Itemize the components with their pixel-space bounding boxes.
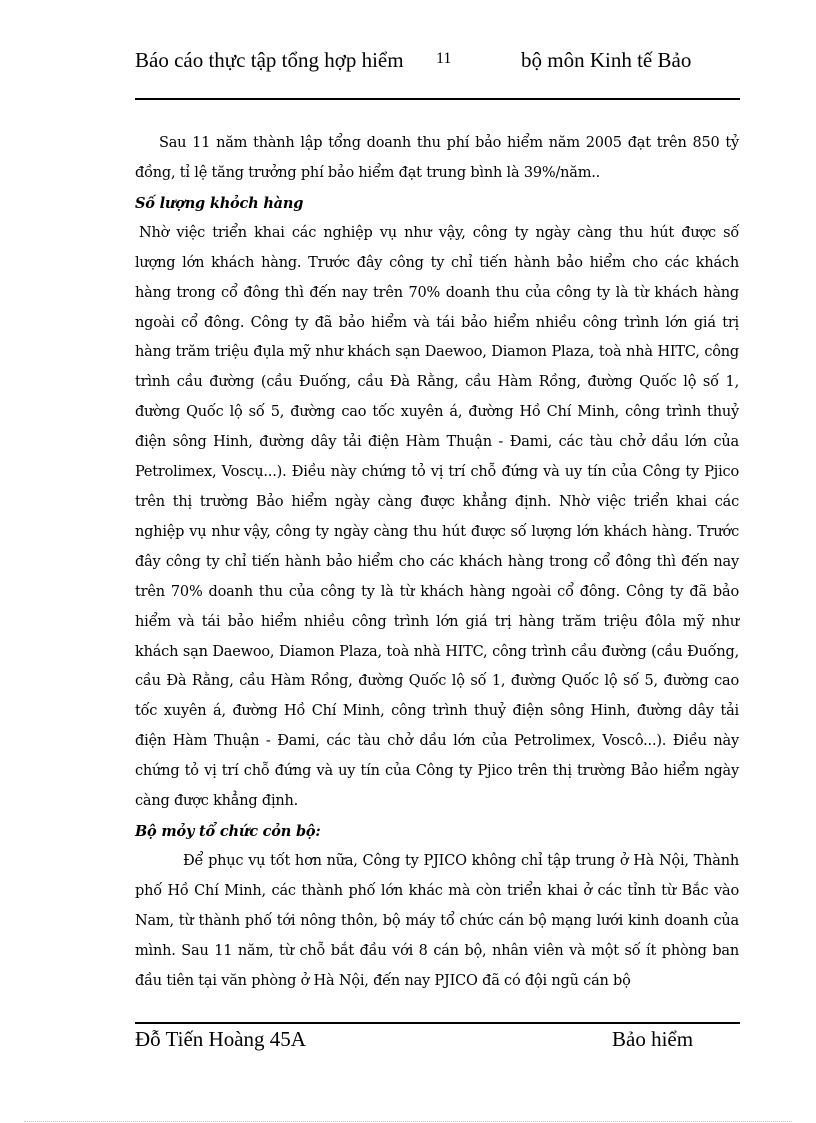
footer-author: Đỗ Tiến Hoàng 45A [135,1027,306,1051]
page-number: 11 [436,50,452,67]
page-edge [24,1121,792,1122]
document-body [135,129,739,996]
header-left-title: Báo cáo thực tập tổng hợp hiểm [135,48,404,72]
paragraph-revenue: Sau 11 năm thành lập tổng doanh thu phí bảo hiểm năm 2005 đạt trên 850 tỷ đồng, tỉ lệ tăng trưởng phí bảo hiểm đạt trung bình là 39%/năm.. [135,135,739,181]
footer-department: Bảo hiểm [612,1027,694,1051]
paragraph-customers: Nhờ việc triển khai các nghiệp vụ như vậy, công ty ngày càng thu hút được số lượng lớn khách hàng. Trước đây công ty chỉ tiến hành bảo hiểm cho các khách hàng trong cổ đông thì đến nay trên 70% doanh thu của công ty là từ khách hàng ngoài cổ đông. Công ty đã bảo hiểm và tái bảo hiểm nhiều công trình lớn giá trị hàng trăm triệu đụla mỹ như khách sạn Daewoo, Diamon Plaza, toà nhà HITC, công trình cầu đường (cầu Đuống, cầu Đà Rằng, cầu Hàm Rồng, đường Quốc lộ số 1, đường Quốc lộ số 5, đường cao tốc xuyên á, đường Hồ Chí Minh, công trình thuỷ điện sông Hinh, đường dây tải điện Hàm Thuận - Đami, các tàu chở dầu lớn của Petrolimex, Voscụ...). Điều này chứng tỏ vị trí chỗ đứng và uy tín của Công ty Pjico trên thị trường Bảo hiểm ngày càng được khẳng định. Nhờ việc triển khai các nghiệp vụ như vậy, công ty ngày càng thu hút được số lượng lớn khách hàng. Trước đây công ty chỉ tiến hành bảo hiểm cho các khách hàng trong cổ đông thì đến nay trên 70% doanh thu của công ty là từ khách hàng ngoài cổ đông. Công ty đã bảo hiểm và tái bảo hiểm nhiều công trình lớn giá trị hàng trăm triệu đôla mỹ như khách sạn Daewoo, Diamon Plaza, toà nhà HITC, công trình cầu đường (cầu Đuống, cầu Đà Rằng, cầu Hàm Rồng, đường Quốc lộ số 1, đường Quốc lộ số 5, đường cao tốc xuyên á, đường Hồ Chí Minh, công trình thuỷ điện sông Hinh, đường dây tải điện Hàm Thuận - Đami, các tàu chở dầu lớn của Petrolimex, Voscô...). Điều này chứng tỏ vị trí chỗ đứng và uy tín của Công ty Pjico trên thị trường Bảo hiểm ngày càng được khẳng định. [135,224,739,810]
paragraph-organization: Để phục vụ tốt hơn nữa, Công ty PJICO không chỉ tập trung ở Hà Nội, Thành phố Hồ Chí Minh, các thành phố lớn khác mà còn triển khai ở các tỉnh từ Bắc vào Nam, từ thành phố tới nông thôn, bộ máy tổ chức cán bộ mạng lưới kinh doanh của mình. Sau 11 năm, từ chỗ bắt đầu với 8 cán bộ, nhân viên và một số ít phòng ban đầu tiên tại văn phòng ở Hà Nội, đến nay PJICO đã có đội ngũ cán bộ [135,852,739,989]
header-divider [135,98,740,100]
section-heading-organization: Bộ mỏy tổ chức cỏn bộ: [135,822,321,840]
section-heading-customers: Số lượng khỏch hàng [135,194,304,212]
header-right-title: bộ môn Kinh tế Bảo [521,48,692,72]
footer-divider [135,1022,740,1024]
